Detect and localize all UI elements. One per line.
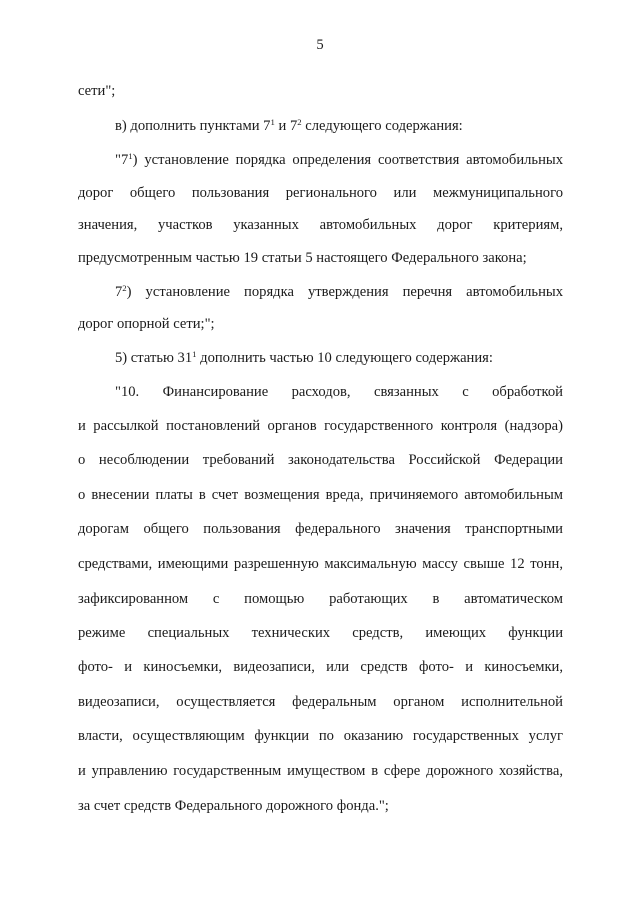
document-line bbox=[78, 761, 563, 781]
document-line bbox=[78, 450, 563, 470]
line-text: в) дополнить пунктами 7 bbox=[115, 118, 271, 134]
line-text: 7 bbox=[115, 284, 123, 300]
line-text: "7 bbox=[115, 152, 129, 168]
line-text: ) установление порядка утверждения перечня автомобильных bbox=[126, 284, 563, 300]
line-text: 5) статью 31 bbox=[115, 350, 193, 366]
document-line bbox=[78, 692, 563, 712]
line-text: за счет средств Федерального дорожного фонда."; bbox=[78, 798, 389, 814]
document-line bbox=[115, 348, 563, 368]
superscript-index: 2 bbox=[122, 283, 127, 294]
line-text: о несоблюдении требований законодательства Российской Федерации bbox=[78, 452, 563, 468]
line-text: режиме специальных технических средств, имеющих функции bbox=[78, 625, 563, 641]
document-line bbox=[78, 215, 563, 235]
line-text: власти, осуществляющим функции по оказанию государственных услуг bbox=[78, 728, 563, 744]
document-line bbox=[78, 623, 563, 643]
superscript-index: 1 bbox=[128, 151, 133, 162]
superscript-index: 2 bbox=[297, 117, 302, 128]
line-text: сети"; bbox=[78, 83, 116, 99]
document-line bbox=[78, 81, 563, 101]
line-text: о внесении платы в счет возмещения вреда, причиняемого автомобильным bbox=[78, 487, 563, 503]
document-line bbox=[78, 726, 563, 746]
line-text: фото- и киносъемки, видеозаписи, или средств фото- и киносъемки, bbox=[78, 659, 563, 675]
line-text: зафиксированном с помощью работающих в автоматическом bbox=[78, 591, 563, 607]
superscript-index: 1 bbox=[270, 117, 275, 128]
document-line bbox=[78, 248, 563, 268]
line-text: дорогам общего пользования федерального значения транспортными bbox=[78, 521, 563, 537]
document-line bbox=[78, 416, 563, 436]
document-line bbox=[78, 657, 563, 677]
line-text: дорог общего пользования регионального или межмуниципального bbox=[78, 185, 563, 201]
page-number: 5 bbox=[316, 37, 324, 53]
line-text: средствами, имеющими разрешенную максимальную массу свыше 12 тонн, bbox=[78, 556, 563, 572]
line-text: дополнить частью 10 следующего содержания: bbox=[196, 350, 493, 366]
line-text: и рассылкой постановлений органов государственного контроля (надзора) bbox=[78, 418, 563, 434]
line-text: и управлению государственным имуществом в сфере дорожного хозяйства, bbox=[78, 763, 563, 779]
document-line bbox=[115, 116, 563, 136]
document-line bbox=[78, 183, 563, 203]
document-line bbox=[78, 314, 563, 334]
document-line bbox=[115, 382, 563, 402]
document-line bbox=[78, 554, 563, 574]
superscript-index: 1 bbox=[192, 349, 197, 360]
line-text: значения, участков указанных автомобильных дорог критериям, bbox=[78, 217, 563, 233]
line-text: ) установление порядка определения соответствия автомобильных bbox=[132, 152, 563, 168]
line-text: и 7 bbox=[274, 118, 298, 134]
document-line bbox=[115, 282, 563, 302]
line-text: следующего содержания: bbox=[301, 118, 463, 134]
document-line bbox=[115, 150, 563, 170]
document-line bbox=[78, 519, 563, 539]
line-text: "10. Финансирование расходов, связанных с обработкой bbox=[115, 384, 563, 400]
document-line bbox=[78, 485, 563, 505]
line-text: предусмотренным частью 19 статьи 5 настоящего Федерального закона; bbox=[78, 250, 527, 266]
document-line bbox=[78, 796, 563, 816]
document-line bbox=[78, 589, 563, 609]
line-text: дорог опорной сети;"; bbox=[78, 316, 215, 332]
line-text: видеозаписи, осуществляется федеральным органом исполнительной bbox=[78, 694, 563, 710]
